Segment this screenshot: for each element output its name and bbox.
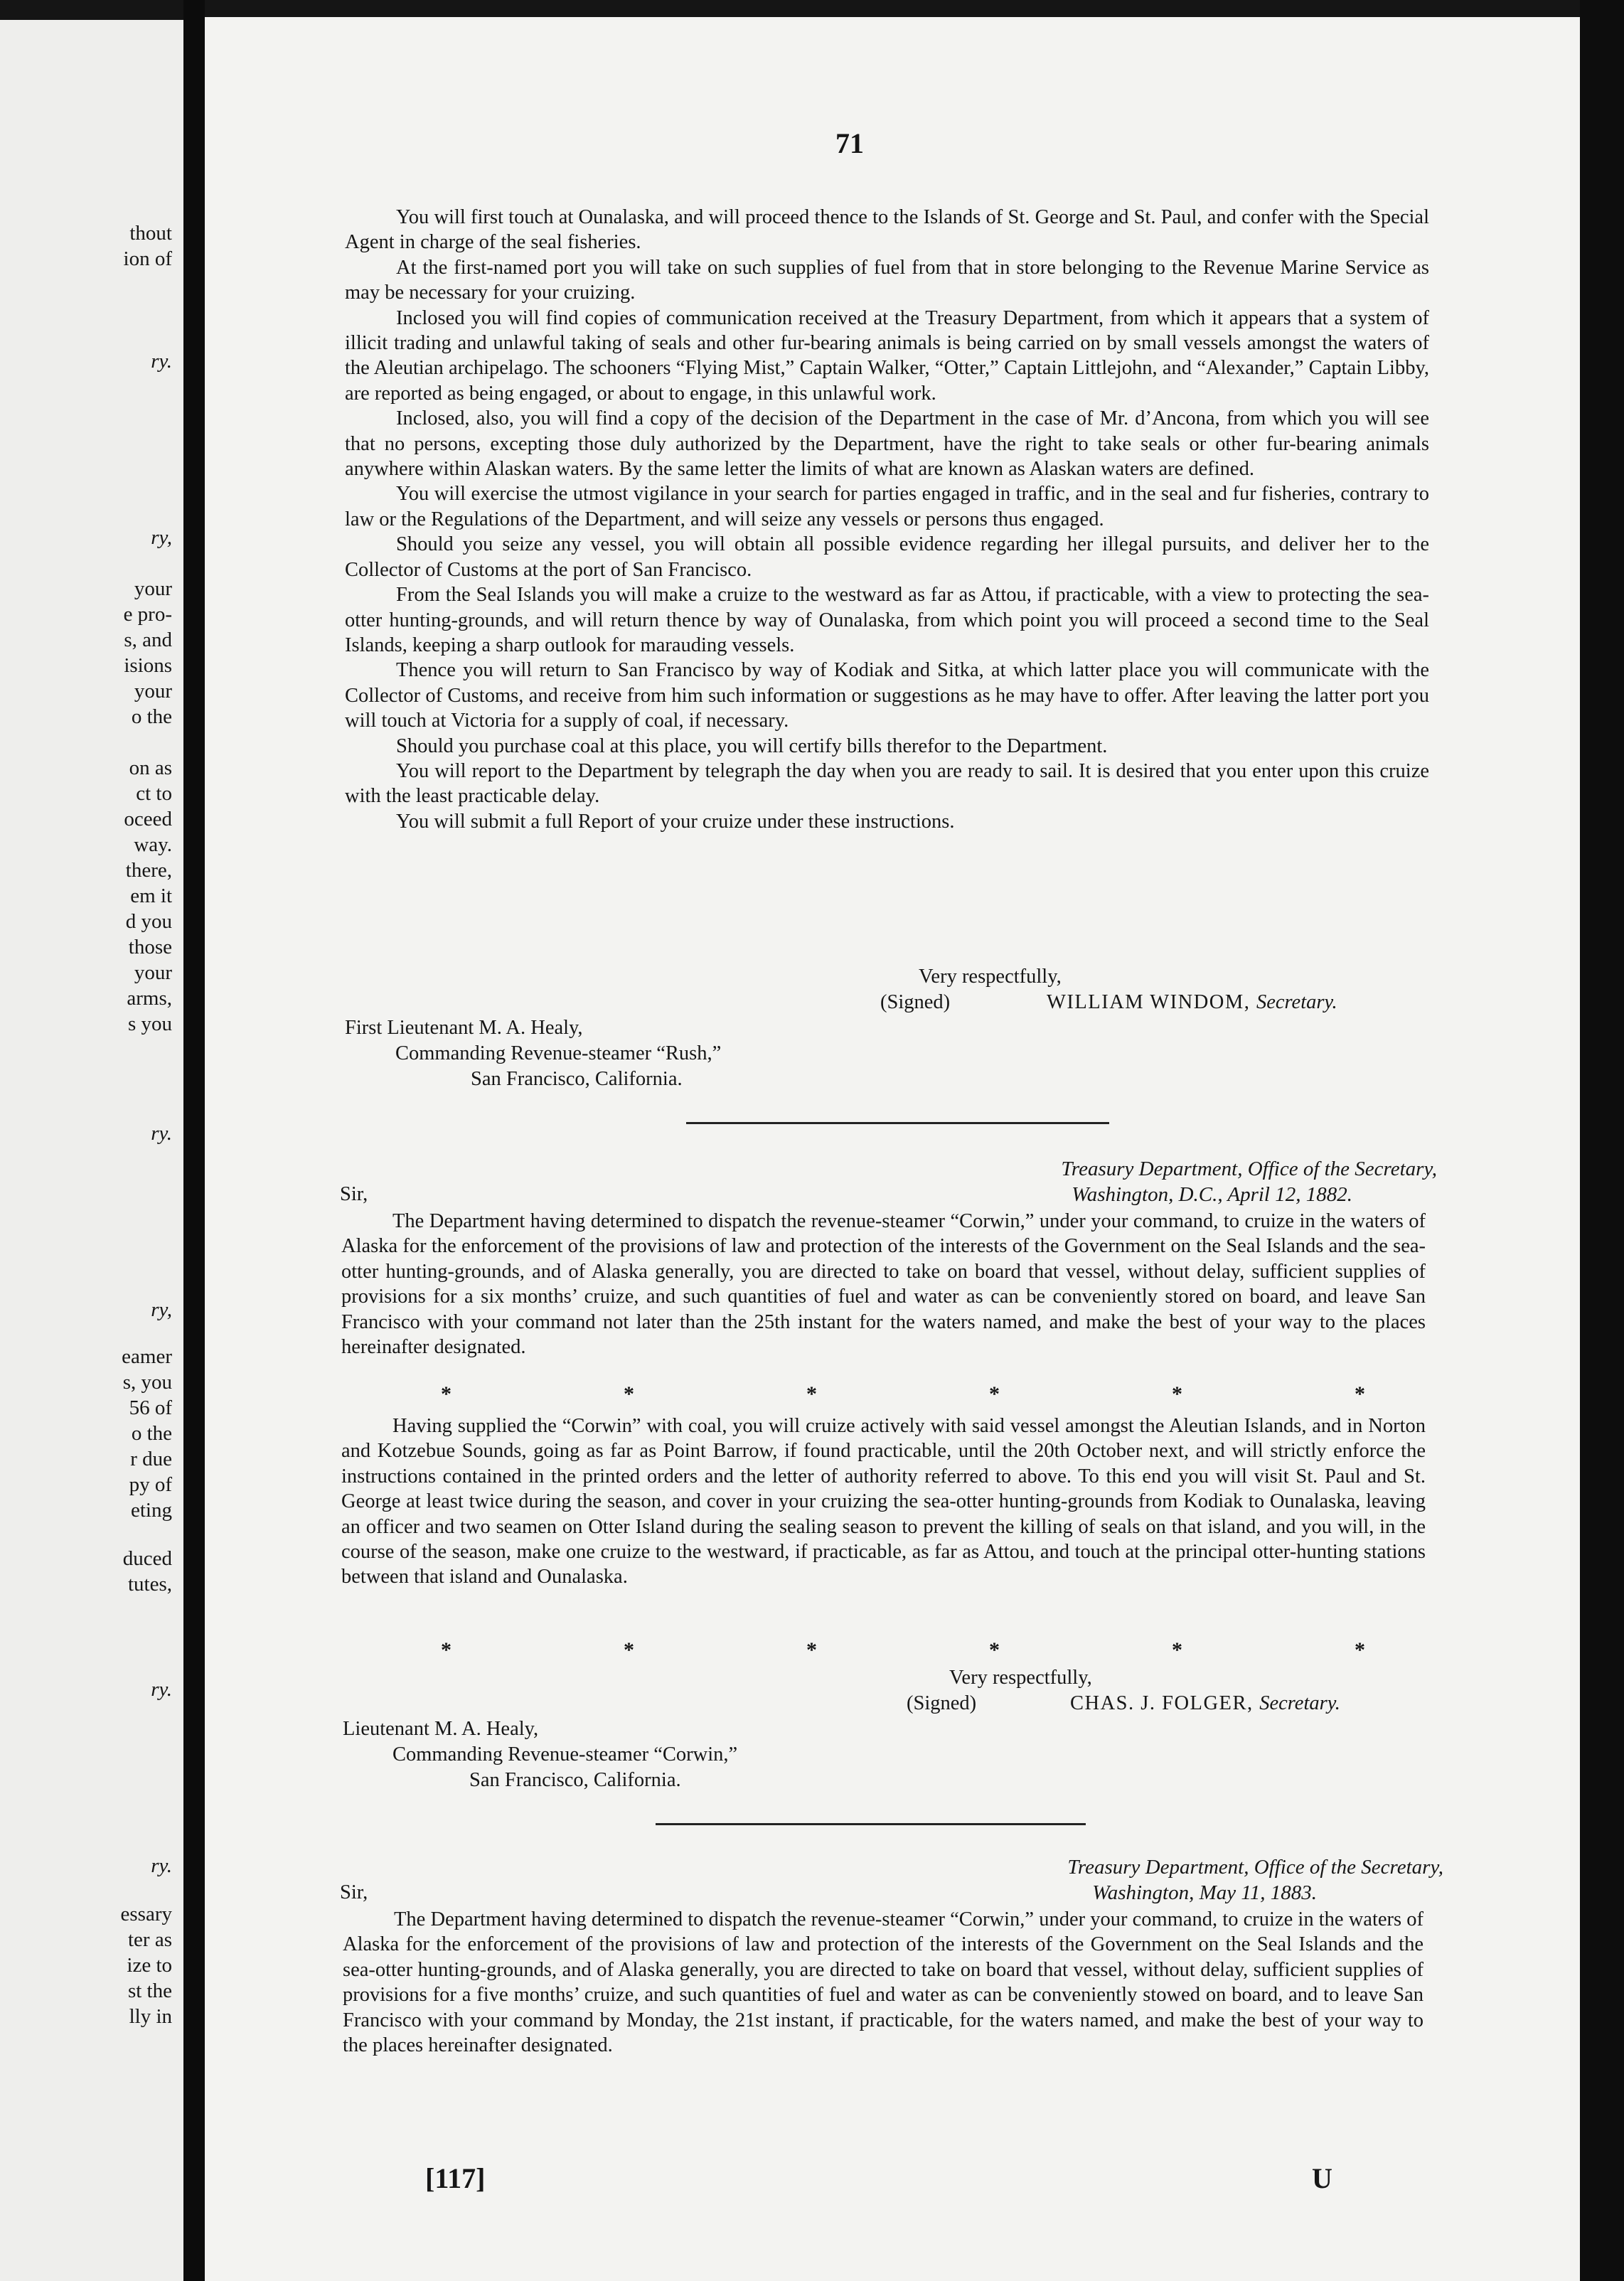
paragraph: Should you seize any vessel, you will obtain all possible evidence regarding her illegal pursuits, and deliver her to the Collector of Customs at the port of San Francisco. — [345, 533, 1429, 581]
left-fragment: s, you — [122, 1371, 172, 1394]
left-fragment: your — [134, 961, 172, 984]
paragraph: You will exercise the utmost vigilance in your search for parties engaged in traffic, and in the seal and fur fisheries, contrary to law or the Regulations of the Department, and will seize any vessels or persons thus engaged. — [345, 483, 1429, 530]
paragraph: You will first touch at Ounalaska, and will proceed thence to the Islands of St. George and St. Paul, and confer with the Special Agent in charge of the seal fisheries. — [345, 206, 1429, 254]
dateline: Treasury Department, Office of the Secretary, — [1061, 1158, 1437, 1180]
letter-2-body-1 — [341, 1209, 1426, 1359]
previous-page-edge — [0, 20, 183, 2281]
paragraph: Should you purchase coal at this place, you will certify bills therefor to the Department. — [396, 734, 1108, 757]
ellipsis-row — [441, 1382, 1365, 1406]
left-fragment: 56 of — [129, 1396, 172, 1419]
ellipsis-star: * — [989, 1638, 1000, 1662]
left-fragment: e pro- — [123, 603, 172, 626]
dateline: Washington, May 11, 1883. — [1092, 1881, 1317, 1904]
book-gutter — [183, 0, 205, 2281]
letter-2-body-2 — [341, 1414, 1426, 1590]
paragraph: Inclosed, also, you will find a copy of the decision of the Department in the case of Mr. d’Ancona, from which you will see that no persons, excepting those duly authorized by the Department, have the right to take seals or other fur-bearing animals anywhere within Alaskan waters. By the same letter the limits of what are known as Alaskan waters are defined. — [345, 407, 1429, 481]
closing: Very respectfully, — [919, 966, 1062, 988]
ellipsis-star: * — [441, 1382, 452, 1406]
signed-label: (Signed) — [880, 991, 951, 1013]
left-fragment: eamer — [122, 1345, 172, 1368]
left-fragment: py of — [129, 1473, 172, 1496]
addressee-line: San Francisco, California. — [471, 1068, 683, 1090]
left-fragment: those — [128, 936, 172, 958]
salutation: Sir, — [340, 1183, 368, 1205]
left-fragment: o the — [131, 1422, 172, 1445]
ellipsis-star: * — [1172, 1638, 1182, 1662]
paragraph: You will report to the Department by telegraph the day when you are ready to sail. It is desired that you enter upon this cruize with the least practicable delay. — [345, 759, 1429, 808]
left-fragment: r due — [130, 1448, 172, 1470]
scan-border — [1580, 0, 1624, 2281]
left-fragment: isions — [124, 654, 172, 677]
paragraph: At the first-named port you will take on such supplies of fuel from that in store belonging to the Revenue Marine Service as may be necessary for your cruizing. — [345, 256, 1429, 304]
left-fragment: ry. — [151, 1854, 172, 1877]
left-fragment: lly in — [129, 2005, 172, 2028]
ellipsis-star: * — [1355, 1382, 1365, 1406]
left-fragment: o the — [131, 705, 172, 728]
paragraph: Having supplied the “Corwin” with coal, you will cruize actively with said vessel amongst the Aleutian Islands, and in Norton and Kotzebue Sounds, going as far as Point Barrow, if found practicable, until the 20th October next, and will strictly enforce the instructions contained in the printed orders and the letter of authority referred to above. To this end you will visit St. Paul and St. George at least twice during the season, and cover in your cruizing the sea-otter hunting-grounds from Kodiak to Ounalaska, leaving an officer and two seamen on Otter Island during the sealing season to prevent the killing of seals on that island, and you will, in the course of the season, make one cruize to the westward, if practicable, as far as Attou, and touch at the principal otter-hunting stations between that island and Ounalaska. — [341, 1415, 1426, 1588]
section-divider — [686, 1122, 1109, 1124]
left-fragment: tutes, — [127, 1573, 172, 1596]
addressee-line: First Lieutenant M. A. Healy, — [345, 1017, 583, 1039]
addressee-line: Commanding Revenue-steamer “Rush,” — [395, 1042, 722, 1064]
addressee-line: Commanding Revenue-steamer “Corwin,” — [392, 1743, 738, 1765]
left-fragment: em it — [130, 885, 172, 907]
paragraph: You will submit a full Report of your cruize under these instructions. — [396, 810, 955, 833]
ellipsis-star: * — [441, 1638, 452, 1662]
closing: Very respectfully, — [949, 1667, 1092, 1689]
left-fragment: essary — [120, 1903, 172, 1925]
left-fragment: ry. — [151, 1122, 172, 1145]
left-fragment: ion of — [123, 247, 172, 270]
paragraph: Inclosed you will find copies of communication received at the Treasury Department, from which it appears that a system of illicit trading and unlawful taking of seals and other fur-bearing animals is being carried on by small vessels amongst the waters of the Aleutian archipelago. The schooners “Flying Mist,” Captain Walker, “Otter,” Captain Littlejohn, and “Alexander,” Captain Libby, are reported as being engaged, or about to engage, in this unlawful work. — [345, 306, 1429, 405]
paragraph: From the Seal Islands you will make a cruize to the westward as far as Attou, if practicable, with a view to protecting the sea-otter hunting-grounds, and will return thence by way of Ounalaska, from which point you will proceed a second time to the Seal Islands, keeping a sharp outlook for marauding vessels. — [345, 584, 1429, 656]
ellipsis-star: * — [806, 1382, 817, 1406]
signer-title: Secretary. — [1256, 991, 1337, 1013]
left-fragment: eting — [131, 1499, 172, 1522]
paragraph: The Department having determined to dispatch the revenue-steamer “Corwin,” under your command, to cruize in the waters of Alaska for the enforcement of the provisions of law and protection of the interests of the Government on the Seal Islands and the sea-otter hunting-grounds, and of Alaska generally, you are directed to take on board that vessel, without delay, sufficient supplies of provisions for a six months’ cruize, and such quantities of fuel and water as can be conveniently stored on board, and leave San Francisco with your command not later than the 25th instant for the waters named, and make the best of your way to the places hereinafter designated. — [341, 1210, 1426, 1359]
signer-name: CHAS. J. FOLGER, — [1070, 1692, 1254, 1714]
paragraph: Thence you will return to San Francisco by way of Kodiak and Sitka, at which latter place you will communicate with the Collector of Customs, and receive from him such information or suggestions as he may have to offer. After leaving the latter port you will touch at Victoria for a supply of coal, if necessary. — [345, 659, 1429, 732]
addressee-line: Lieutenant M. A. Healy, — [343, 1718, 539, 1740]
left-fragment: s you — [127, 1013, 172, 1035]
left-fragment: there, — [125, 859, 172, 882]
paragraph: The Department having determined to dispatch the revenue-steamer “Corwin,” under your command, to cruize in the waters of Alaska for the enforcement of the provisions of law and protection of the interests of the Government on the Seal Islands and the sea-otter hunting-grounds, and of Alaska generally, you are directed to take on board that vessel, without delay, sufficient supplies of provisions for a five months’ cruize, and such quantities of fuel and water as can be conveniently stowed on board, and to leave San Francisco with your command by Monday, the 21st instant, if practicable, for the waters named, and make the best of your way to the places hereinafter designated. — [343, 1908, 1423, 2057]
left-fragment: s, and — [124, 629, 172, 651]
ellipsis-star: * — [624, 1382, 634, 1406]
dateline: Treasury Department, Office of the Secretary, — [1067, 1856, 1443, 1879]
signer-name: WILLIAM WINDOM, — [1047, 991, 1251, 1013]
section-divider — [656, 1823, 1086, 1825]
left-fragment: ter as — [128, 1928, 172, 1951]
left-fragment: d you — [125, 910, 172, 933]
ellipsis-star: * — [1172, 1382, 1182, 1406]
letter-3-body — [343, 1907, 1423, 2058]
left-fragment: duced — [122, 1547, 172, 1570]
dateline: Washington, D.C., April 12, 1882. — [1072, 1183, 1352, 1206]
addressee-line: San Francisco, California. — [469, 1769, 681, 1791]
left-fragment: ct to — [136, 782, 172, 805]
left-fragment: your — [134, 577, 172, 600]
ellipsis-star: * — [989, 1382, 1000, 1406]
left-fragment: way. — [134, 833, 172, 856]
left-fragment: ize to — [127, 1954, 172, 1977]
ellipsis-star: * — [806, 1638, 817, 1662]
ellipsis-star: * — [1355, 1638, 1365, 1662]
left-fragment: ry. — [151, 350, 172, 373]
signature-mark: [117] — [425, 2162, 486, 2194]
left-fragment: your — [134, 680, 172, 703]
left-fragment: oceed — [124, 808, 172, 830]
left-fragment: ry, — [151, 1298, 172, 1321]
left-fragment: on as — [129, 757, 172, 779]
page-number: 71 — [835, 127, 864, 159]
left-fragment: arms, — [127, 987, 172, 1010]
salutation: Sir, — [340, 1881, 368, 1903]
signed-label: (Signed) — [907, 1692, 977, 1714]
left-fragment: ry. — [151, 1678, 172, 1701]
ellipsis-row — [441, 1638, 1365, 1662]
letter-mark: U — [1312, 2162, 1332, 2194]
left-fragment: ry, — [151, 526, 172, 549]
ellipsis-star: * — [624, 1638, 634, 1662]
signer-title: Secretary. — [1259, 1692, 1340, 1714]
left-fragment: st the — [127, 1980, 172, 2002]
letter-1-body — [345, 205, 1429, 834]
signer-block — [1047, 991, 1337, 1014]
signer-block — [1070, 1692, 1340, 1715]
left-fragment: thout — [129, 222, 172, 245]
